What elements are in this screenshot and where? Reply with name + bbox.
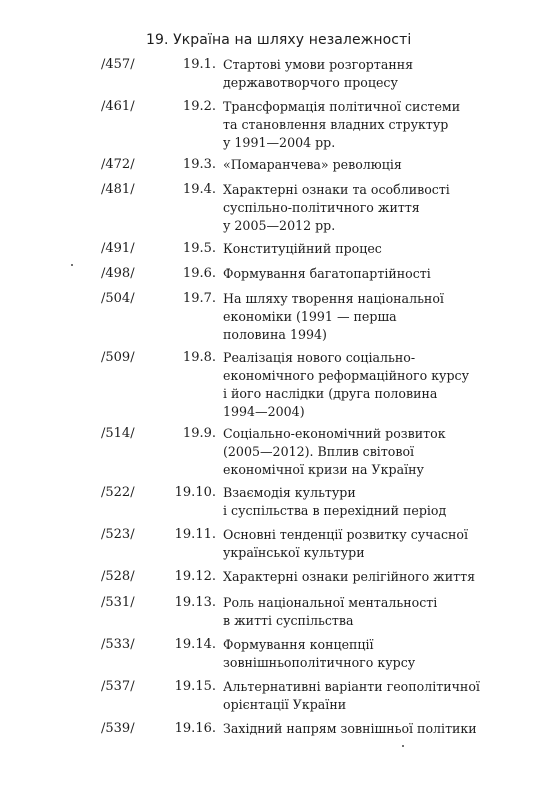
toc-section-title	[223, 349, 491, 421]
toc-section-title	[223, 720, 491, 738]
toc-section-title	[223, 484, 491, 520]
toc-title-line: половина 1994)	[223, 327, 327, 342]
toc-title-line: української культури	[223, 545, 365, 560]
toc-title-line: та становлення владних структур	[223, 117, 449, 132]
toc-section-title	[223, 594, 491, 630]
toc-page-number: /531/	[101, 595, 135, 610]
scan-speck	[71, 264, 73, 266]
toc-section-title	[223, 98, 491, 152]
toc-title-line: Взаємодія культури	[223, 485, 356, 500]
toc-page-number: /491/	[101, 241, 135, 256]
toc-section-number: 19.2.	[182, 99, 216, 114]
toc-section-number: 19.7.	[182, 291, 216, 306]
toc-title-line: і його наслідки (друга половина	[223, 386, 438, 401]
toc-page-number: /528/	[101, 569, 135, 584]
toc-title-line: На шляху творення національної	[223, 291, 444, 306]
toc-section-title	[223, 290, 491, 344]
toc-section-number: 19.1.	[182, 57, 216, 72]
toc-section-title	[223, 678, 491, 714]
toc-title-line: 1994—2004)	[223, 404, 305, 419]
toc-page-number: /522/	[101, 485, 135, 500]
toc-section-title	[223, 156, 491, 174]
toc-title-line: орієнтації України	[223, 697, 347, 712]
toc-section-title	[223, 265, 491, 283]
toc-title-line: у 2005—2012 рр.	[223, 218, 336, 233]
toc-section-title	[223, 240, 491, 258]
toc-page-number: /457/	[101, 57, 135, 72]
toc-title-line: Формування багатопартійності	[223, 266, 431, 281]
toc-page-number: /472/	[101, 157, 135, 172]
toc-section-title	[223, 425, 491, 479]
toc-page-number: /461/	[101, 99, 135, 114]
toc-page-number: /514/	[101, 426, 135, 441]
toc-section-number: 19.16.	[174, 721, 216, 736]
toc-page-number: /509/	[101, 350, 135, 365]
toc-title-line: економічної кризи на Україну	[223, 462, 424, 477]
toc-page-number: /498/	[101, 266, 135, 281]
toc-section-title	[223, 526, 491, 562]
toc-section-title	[223, 181, 491, 235]
toc-section-number: 19.4.	[182, 182, 216, 197]
toc-page-number: /523/	[101, 527, 135, 542]
toc-section-number: 19.6.	[182, 266, 216, 281]
toc-title-line: Альтернативні варіанти геополітичної	[223, 679, 480, 694]
toc-title-line: Соціально-економічний розвиток	[223, 426, 446, 441]
toc-title-line: економічного реформаційного курсу	[223, 368, 469, 383]
toc-title-line: Основні тенденції розвитку сучасної	[223, 527, 469, 542]
toc-title-line: у 1991—2004 рр.	[223, 135, 336, 150]
toc-title-line: економіки (1991 — перша	[223, 309, 397, 324]
toc-title-line: Трансформація політичної системи	[223, 99, 461, 114]
toc-section-title	[223, 636, 491, 672]
toc-title-line: Формування концепції	[223, 637, 374, 652]
toc-section-number: 19.13.	[174, 595, 216, 610]
chapter-title: 19. Україна на шляху незалежності	[146, 32, 412, 48]
toc-page-number: /537/	[101, 679, 135, 694]
toc-title-line: Західний напрям зовнішньої політики	[223, 721, 477, 736]
toc-section-number: 19.12.	[174, 569, 216, 584]
toc-title-line: «Помаранчева» революція	[223, 157, 402, 172]
toc-section-number: 19.14.	[174, 637, 216, 652]
toc-section-title	[223, 56, 491, 92]
toc-title-line: Стартові умови розгортання	[223, 57, 414, 72]
toc-section-number: 19.3.	[182, 157, 216, 172]
toc-page-number: /504/	[101, 291, 135, 306]
toc-section-number: 19.15.	[174, 679, 216, 694]
toc-page-number: /533/	[101, 637, 135, 652]
toc-title-line: суспільно-політичного життя	[223, 200, 420, 215]
toc-section-number: 19.10.	[174, 485, 216, 500]
toc-page-number: /539/	[101, 721, 135, 736]
toc-title-line: і суспільства в перехідний період	[223, 503, 447, 518]
toc-title-line: (2005—2012). Вплив світової	[223, 444, 415, 459]
toc-title-line: Конституційний процес	[223, 241, 382, 256]
toc-page-number: /481/	[101, 182, 135, 197]
toc-section-title	[223, 568, 491, 586]
toc-title-line: Характерні ознаки та особливості	[223, 182, 450, 197]
toc-section-number: 19.8.	[182, 350, 216, 365]
toc-title-line: в житті суспільства	[223, 613, 354, 628]
toc-title-line: державотворчого процесу	[223, 75, 398, 90]
toc-section-number: 19.11.	[174, 527, 216, 542]
toc-title-line: зовнішньополітичного курсу	[223, 655, 416, 670]
toc-title-line: Реалізація нового соціально-	[223, 350, 416, 365]
scan-speck	[402, 745, 404, 747]
toc-title-line: Характерні ознаки релігійного життя	[223, 569, 476, 584]
toc-section-number: 19.5.	[182, 241, 216, 256]
toc-title-line: Роль національної ментальності	[223, 595, 438, 610]
toc-section-number: 19.9.	[182, 426, 216, 441]
